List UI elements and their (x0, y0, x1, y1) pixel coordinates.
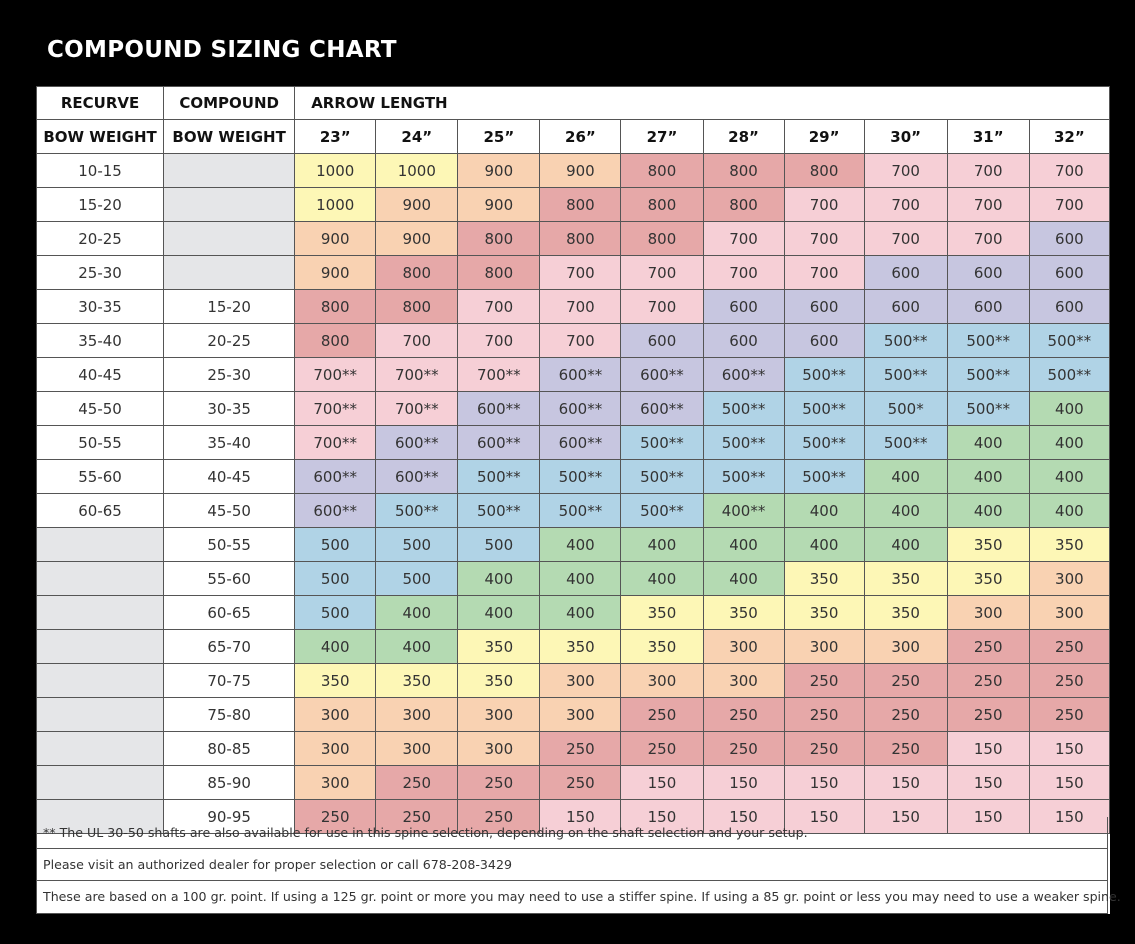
spine-cell: 300 (540, 664, 621, 698)
compound-weight-cell (164, 154, 295, 188)
spine-cell: 700 (621, 290, 703, 324)
spine-cell: 500** (540, 494, 621, 528)
arrow-length-col-header: 25” (458, 120, 540, 154)
spine-cell: 300 (376, 732, 458, 766)
spine-cell: 600 (703, 290, 784, 324)
spine-cell: 800 (621, 188, 703, 222)
spine-cell: 350 (458, 664, 540, 698)
spine-cell: 700 (703, 222, 784, 256)
sizing-chart-panel (36, 86, 1121, 914)
spine-cell: 500** (458, 494, 540, 528)
spine-cell: 500 (376, 528, 458, 562)
compound-weight-cell (164, 256, 295, 290)
spine-cell: 400 (621, 528, 703, 562)
spine-cell: 700 (540, 256, 621, 290)
spine-cell: 700** (295, 392, 376, 426)
spine-cell: 700 (458, 324, 540, 358)
spine-cell: 700 (540, 290, 621, 324)
spine-cell: 700 (540, 324, 621, 358)
spine-cell: 250 (784, 664, 864, 698)
recurve-weight-cell (37, 528, 164, 562)
spine-cell: 300 (1029, 562, 1109, 596)
spine-cell: 350 (621, 596, 703, 630)
spine-cell: 350 (1029, 528, 1109, 562)
spine-cell: 300 (376, 698, 458, 732)
compound-weight-cell: 80-85 (164, 732, 295, 766)
spine-cell: 600** (295, 494, 376, 528)
recurve-weight-cell: 35-40 (37, 324, 164, 358)
table-row (37, 426, 1110, 460)
table-row (37, 630, 1110, 664)
spine-cell: 300 (1029, 596, 1109, 630)
table-row (37, 290, 1110, 324)
spine-cell: 300 (458, 732, 540, 766)
spine-cell: 400 (1029, 426, 1109, 460)
spine-cell: 300 (295, 766, 376, 800)
spine-cell: 150 (947, 800, 1029, 834)
table-row (37, 494, 1110, 528)
spine-cell: 500** (703, 392, 784, 426)
spine-cell: 400 (1029, 494, 1109, 528)
spine-cell: 150 (703, 766, 784, 800)
spine-cell: 800 (458, 256, 540, 290)
spine-cell: 600 (1029, 256, 1109, 290)
spine-cell: 250 (947, 664, 1029, 698)
spine-cell: 600** (540, 426, 621, 460)
spine-cell: 400 (703, 562, 784, 596)
recurve-weight-cell: 15-20 (37, 188, 164, 222)
spine-cell: 500** (703, 460, 784, 494)
table-row (37, 324, 1110, 358)
recurve-bow-weight-header: BOW WEIGHT (37, 120, 164, 154)
spine-cell: 350 (458, 630, 540, 664)
spine-cell: 600 (784, 324, 864, 358)
spine-cell: 500** (947, 324, 1029, 358)
spine-cell: 400 (864, 494, 947, 528)
spine-cell: 500** (621, 426, 703, 460)
spine-cell: 250 (864, 664, 947, 698)
spine-cell: 400 (295, 630, 376, 664)
spine-cell: 500** (1029, 324, 1109, 358)
spine-cell: 150 (621, 800, 703, 834)
spine-cell: 400 (947, 460, 1029, 494)
arrow-length-col-header: 27” (621, 120, 703, 154)
spine-cell: 350 (540, 630, 621, 664)
table-row (37, 358, 1110, 392)
footnote-point-weight: These are based on a 100 gr. point. If using a 125 gr. point or more you may need to use a stiffer spine. If using a 85 gr. point or less you may need to use a weaker spine. (36, 881, 1108, 914)
spine-cell: 800 (703, 188, 784, 222)
spine-cell: 500** (458, 460, 540, 494)
spine-cell: 400 (621, 562, 703, 596)
spine-cell: 250 (295, 800, 376, 834)
recurve-weight-cell (37, 596, 164, 630)
spine-cell: 350 (376, 664, 458, 698)
spine-cell: 700 (947, 222, 1029, 256)
recurve-weight-cell (37, 698, 164, 732)
table-row (37, 664, 1110, 698)
recurve-weight-cell (37, 562, 164, 596)
spine-cell: 250 (784, 732, 864, 766)
table-row (37, 732, 1110, 766)
spine-cell: 600** (621, 358, 703, 392)
spine-cell: 600** (703, 358, 784, 392)
spine-cell: 900 (540, 154, 621, 188)
spine-cell: 900 (295, 256, 376, 290)
spine-cell: 250 (703, 698, 784, 732)
spine-cell: 500** (784, 358, 864, 392)
spine-cell: 300 (784, 630, 864, 664)
spine-cell: 900 (458, 154, 540, 188)
spine-cell: 350 (947, 562, 1029, 596)
spine-cell: 400 (703, 528, 784, 562)
recurve-weight-cell (37, 664, 164, 698)
spine-cell: 500 (376, 562, 458, 596)
spine-cell: 700 (784, 222, 864, 256)
spine-cell: 400 (1029, 460, 1109, 494)
spine-cell: 600 (621, 324, 703, 358)
spine-cell: 350 (864, 596, 947, 630)
compound-weight-cell: 55-60 (164, 562, 295, 596)
compound-weight-cell: 90-95 (164, 800, 295, 834)
spine-cell: 500** (864, 324, 947, 358)
spine-cell: 300 (703, 630, 784, 664)
spine-cell: 600 (703, 324, 784, 358)
spine-cell: 500** (784, 426, 864, 460)
compound-weight-cell: 40-45 (164, 460, 295, 494)
spine-cell: 800 (621, 154, 703, 188)
spine-cell: 400** (703, 494, 784, 528)
compound-bow-weight-header: BOW WEIGHT (164, 120, 295, 154)
spine-cell: 250 (621, 698, 703, 732)
arrow-length-col-header: 26” (540, 120, 621, 154)
spine-cell: 250 (376, 766, 458, 800)
spine-cell: 350 (784, 596, 864, 630)
spine-cell: 500** (864, 426, 947, 460)
spine-cell: 500 (295, 596, 376, 630)
spine-cell: 500** (540, 460, 621, 494)
compound-weight-cell (164, 188, 295, 222)
spine-cell: 600** (621, 392, 703, 426)
spine-cell: 800 (621, 222, 703, 256)
compound-weight-cell: 70-75 (164, 664, 295, 698)
spine-cell: 600** (458, 392, 540, 426)
sizing-table (36, 86, 1110, 834)
spine-cell: 900 (376, 222, 458, 256)
spine-cell: 500 (295, 528, 376, 562)
arrow-length-col-header: 30” (864, 120, 947, 154)
spine-cell: 900 (376, 188, 458, 222)
spine-cell: 500** (376, 494, 458, 528)
recurve-weight-cell (37, 630, 164, 664)
compound-header: COMPOUND (164, 87, 295, 120)
spine-cell: 700 (947, 188, 1029, 222)
footnote-dealer: Please visit an authorized dealer for proper selection or call 678-208-3429 (36, 849, 1108, 881)
compound-weight-cell: 60-65 (164, 596, 295, 630)
spine-cell: 700 (864, 222, 947, 256)
recurve-weight-cell (37, 766, 164, 800)
spine-cell: 500 (458, 528, 540, 562)
recurve-weight-cell: 20-25 (37, 222, 164, 256)
spine-cell: 150 (1029, 732, 1109, 766)
spine-cell: 400 (864, 528, 947, 562)
spine-cell: 700** (376, 358, 458, 392)
spine-cell: 350 (864, 562, 947, 596)
compound-weight-cell: 20-25 (164, 324, 295, 358)
spine-cell: 700 (1029, 188, 1109, 222)
spine-cell: 800 (295, 324, 376, 358)
spine-cell: 1000 (295, 154, 376, 188)
spine-cell: 250 (784, 698, 864, 732)
table-row (37, 562, 1110, 596)
spine-cell: 400 (540, 596, 621, 630)
arrow-length-col-header: 23” (295, 120, 376, 154)
spine-cell: 150 (864, 766, 947, 800)
compound-weight-cell: 50-55 (164, 528, 295, 562)
spine-cell: 150 (1029, 766, 1109, 800)
table-row (37, 460, 1110, 494)
spine-cell: 600** (376, 460, 458, 494)
spine-cell: 400 (540, 562, 621, 596)
compound-weight-cell: 30-35 (164, 392, 295, 426)
spine-cell: 500** (947, 392, 1029, 426)
recurve-weight-cell: 50-55 (37, 426, 164, 460)
arrow-length-col-header: 31” (947, 120, 1029, 154)
spine-cell: 150 (1029, 800, 1109, 834)
spine-cell: 500 (295, 562, 376, 596)
spine-cell: 300 (621, 664, 703, 698)
spine-cell: 400 (784, 528, 864, 562)
table-row (37, 256, 1110, 290)
spine-cell: 800 (540, 222, 621, 256)
spine-cell: 600 (1029, 222, 1109, 256)
spine-cell: 500** (784, 392, 864, 426)
spine-cell: 250 (621, 732, 703, 766)
spine-cell: 800 (376, 290, 458, 324)
recurve-weight-cell: 60-65 (37, 494, 164, 528)
recurve-header: RECURVE (37, 87, 164, 120)
recurve-weight-cell: 25-30 (37, 256, 164, 290)
spine-cell: 400 (784, 494, 864, 528)
spine-cell: 400 (1029, 392, 1109, 426)
recurve-weight-cell: 45-50 (37, 392, 164, 426)
recurve-weight-cell: 40-45 (37, 358, 164, 392)
spine-cell: 800 (376, 256, 458, 290)
compound-weight-cell: 85-90 (164, 766, 295, 800)
recurve-weight-cell (37, 732, 164, 766)
table-row (37, 698, 1110, 732)
table-row (37, 188, 1110, 222)
recurve-weight-cell: 55-60 (37, 460, 164, 494)
spine-cell: 700 (947, 154, 1029, 188)
spine-cell: 350 (784, 562, 864, 596)
spine-cell: 500** (784, 460, 864, 494)
spine-cell: 700 (458, 290, 540, 324)
spine-cell: 700** (295, 358, 376, 392)
spine-cell: 1000 (376, 154, 458, 188)
spine-cell: 250 (540, 732, 621, 766)
spine-cell: 600 (864, 290, 947, 324)
spine-cell: 400 (540, 528, 621, 562)
spine-cell: 250 (703, 732, 784, 766)
spine-cell: 350 (621, 630, 703, 664)
spine-cell: 250 (864, 732, 947, 766)
spine-cell: 800 (703, 154, 784, 188)
spine-cell: 300 (295, 732, 376, 766)
spine-cell: 150 (784, 800, 864, 834)
compound-weight-cell: 45-50 (164, 494, 295, 528)
spine-cell: 800 (458, 222, 540, 256)
compound-weight-cell: 15-20 (164, 290, 295, 324)
spine-cell: 600** (458, 426, 540, 460)
spine-cell: 250 (458, 800, 540, 834)
spine-cell: 700 (784, 256, 864, 290)
spine-cell: 250 (540, 766, 621, 800)
spine-cell: 250 (864, 698, 947, 732)
spine-cell: 500** (703, 426, 784, 460)
spine-cell: 600 (947, 290, 1029, 324)
spine-cell: 800 (295, 290, 376, 324)
spine-cell: 250 (1029, 664, 1109, 698)
arrow-length-header: ARROW LENGTH (295, 87, 1110, 120)
table-row (37, 596, 1110, 630)
spine-cell: 600 (947, 256, 1029, 290)
spine-cell: 250 (947, 630, 1029, 664)
spine-cell: 700 (864, 154, 947, 188)
spine-cell: 1000 (295, 188, 376, 222)
spine-cell: 300 (947, 596, 1029, 630)
sizing-table-body (37, 154, 1110, 834)
spine-cell: 800 (784, 154, 864, 188)
compound-weight-cell (164, 222, 295, 256)
spine-cell: 150 (703, 800, 784, 834)
spine-cell: 600 (784, 290, 864, 324)
spine-cell: 300 (458, 698, 540, 732)
spine-cell: 250 (458, 766, 540, 800)
spine-cell: 900 (458, 188, 540, 222)
spine-cell: 900 (295, 222, 376, 256)
table-row (37, 154, 1110, 188)
spine-cell: 700 (376, 324, 458, 358)
spine-cell: 700** (295, 426, 376, 460)
spine-cell: 150 (784, 766, 864, 800)
header-row-top (37, 87, 1110, 120)
spine-cell: 400 (947, 426, 1029, 460)
spine-cell: 150 (621, 766, 703, 800)
compound-weight-cell: 65-70 (164, 630, 295, 664)
spine-cell: 300 (540, 698, 621, 732)
spine-cell: 250 (376, 800, 458, 834)
spine-cell: 700 (703, 256, 784, 290)
spine-cell: 500** (621, 460, 703, 494)
table-row (37, 766, 1110, 800)
arrow-length-col-header: 24” (376, 120, 458, 154)
footnote-ul-shafts: ** The UL 30-50 shafts are also available for use in this spine selection, depending on the shaft selection and your setup. (36, 817, 1108, 849)
spine-cell: 700 (864, 188, 947, 222)
spine-cell: 150 (540, 800, 621, 834)
compound-weight-cell: 25-30 (164, 358, 295, 392)
spine-cell: 600 (1029, 290, 1109, 324)
spine-cell: 250 (947, 698, 1029, 732)
table-row (37, 392, 1110, 426)
table-row (37, 222, 1110, 256)
spine-cell: 700 (1029, 154, 1109, 188)
spine-cell: 600** (376, 426, 458, 460)
recurve-weight-cell: 10-15 (37, 154, 164, 188)
chart-title: COMPOUND SIZING CHART (47, 37, 397, 63)
spine-cell: 250 (1029, 630, 1109, 664)
spine-cell: 500** (947, 358, 1029, 392)
compound-weight-cell: 35-40 (164, 426, 295, 460)
table-row (37, 528, 1110, 562)
spine-cell: 700** (376, 392, 458, 426)
spine-cell: 250 (1029, 698, 1109, 732)
spine-cell: 300 (295, 698, 376, 732)
spine-cell: 700** (458, 358, 540, 392)
spine-cell: 150 (864, 800, 947, 834)
spine-cell: 500** (1029, 358, 1109, 392)
spine-cell: 800 (540, 188, 621, 222)
header-row-bottom (37, 120, 1110, 154)
spine-cell: 350 (295, 664, 376, 698)
spine-cell: 600** (540, 392, 621, 426)
arrow-length-col-header: 29” (784, 120, 864, 154)
spine-cell: 700 (784, 188, 864, 222)
recurve-weight-cell: 30-35 (37, 290, 164, 324)
compound-weight-cell: 75-80 (164, 698, 295, 732)
spine-cell: 400 (864, 460, 947, 494)
spine-cell: 400 (947, 494, 1029, 528)
spine-cell: 150 (947, 732, 1029, 766)
spine-cell: 400 (458, 562, 540, 596)
spine-cell: 500* (864, 392, 947, 426)
spine-cell: 350 (947, 528, 1029, 562)
spine-cell: 500** (864, 358, 947, 392)
spine-cell: 600** (295, 460, 376, 494)
spine-cell: 400 (458, 596, 540, 630)
spine-cell: 700 (621, 256, 703, 290)
spine-cell: 400 (376, 596, 458, 630)
spine-cell: 600 (864, 256, 947, 290)
arrow-length-col-header: 32” (1029, 120, 1109, 154)
spine-cell: 400 (376, 630, 458, 664)
spine-cell: 500** (621, 494, 703, 528)
spine-cell: 300 (864, 630, 947, 664)
spine-cell: 600** (540, 358, 621, 392)
spine-cell: 150 (947, 766, 1029, 800)
spine-cell: 350 (703, 596, 784, 630)
arrow-length-col-header: 28” (703, 120, 784, 154)
spine-cell: 300 (703, 664, 784, 698)
